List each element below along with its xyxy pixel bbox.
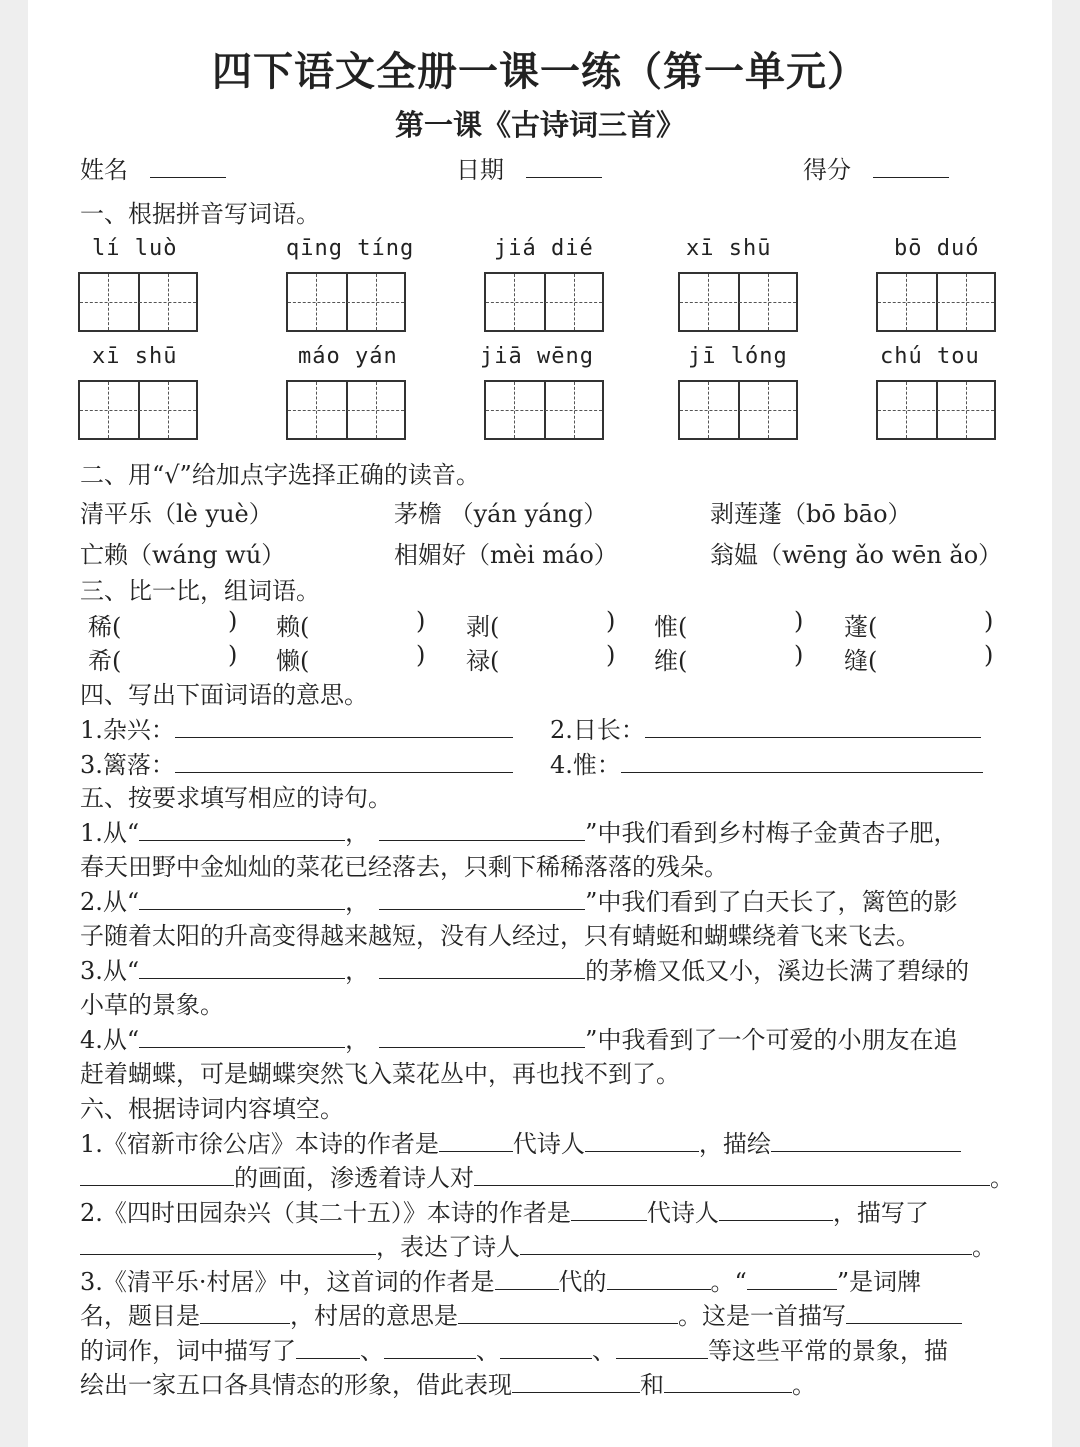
answer-blank[interactable]	[664, 1370, 792, 1393]
period: 。	[792, 1371, 816, 1399]
close-paren: )	[794, 607, 804, 635]
answer-blank[interactable]	[200, 1301, 290, 1324]
question-text: 。“	[710, 1268, 747, 1296]
pinyin-label: máo yán	[298, 344, 398, 369]
compare-char: 维(	[654, 647, 688, 675]
pronunciation-item[interactable]: 相媚好（mèi máo）	[394, 541, 618, 569]
pronunciation-item[interactable]: 亡赖（wáng wú）	[80, 541, 286, 569]
meaning-label: 3.篱落：	[80, 751, 175, 779]
question-text: ”中我看到了一个可爱的小朋友在追	[585, 1026, 958, 1054]
question-text: 。这是一首描写	[678, 1302, 846, 1330]
tianzige-box[interactable]	[876, 272, 996, 332]
separator: 、	[476, 1337, 500, 1365]
pinyin-label: lí luò	[92, 236, 178, 261]
tianzige-box[interactable]	[678, 380, 798, 440]
meaning-item[interactable]	[550, 745, 983, 780]
compare-char: 蓬(	[844, 613, 878, 641]
score-blank[interactable]	[873, 155, 949, 178]
comma: ，	[345, 957, 370, 985]
meaning-item[interactable]	[80, 745, 513, 780]
question-text: 子随着太阳的升高变得越来越短，没有人经过，只有蜻蜓和蝴蝶绕着飞来飞去。	[80, 922, 920, 950]
section-2-heading: 二、用“√”给加点字选择正确的读音。	[80, 461, 480, 489]
question-text: ”中我们看到了白天长了，篱笆的影	[585, 888, 958, 916]
name-field[interactable]	[80, 150, 226, 185]
question-text: ，描绘	[698, 1130, 771, 1158]
comma: ，	[345, 819, 370, 847]
answer-blank[interactable]	[719, 1198, 833, 1221]
fill-line[interactable]	[80, 1296, 962, 1331]
compare-char: 稀(	[88, 613, 122, 641]
question-text: 的画面，渗透着诗人对	[234, 1164, 474, 1192]
close-paren: )	[984, 641, 994, 669]
pinyin-label: chú tou	[880, 344, 980, 369]
pinyin-label: bō duó	[894, 236, 980, 261]
close-paren: )	[984, 607, 994, 635]
compare-char: 懒(	[276, 647, 310, 675]
answer-blank[interactable]	[474, 1163, 990, 1186]
close-paren: )	[606, 641, 616, 669]
meaning-item[interactable]	[550, 710, 981, 745]
answer-blank[interactable]	[621, 750, 983, 773]
question-text: 名，题目是	[80, 1302, 200, 1330]
poem-question-2[interactable]	[80, 882, 957, 917]
period: 。	[972, 1233, 996, 1261]
answer-blank[interactable]	[439, 1129, 513, 1152]
date-blank[interactable]	[526, 155, 602, 178]
answer-blank[interactable]	[607, 1267, 711, 1290]
answer-blank[interactable]	[379, 818, 585, 841]
compare-char: 惟(	[654, 613, 688, 641]
question-text: ”是词牌	[836, 1268, 922, 1296]
answer-blank[interactable]	[139, 887, 345, 910]
compare-char: 缝(	[844, 647, 878, 675]
answer-blank[interactable]	[379, 956, 585, 979]
pronunciation-item[interactable]: 剥莲蓬（bō bāo）	[710, 500, 912, 528]
section-3-heading: 三、比一比，组词语。	[80, 577, 320, 605]
name-blank[interactable]	[150, 155, 226, 178]
poem-question-4[interactable]	[80, 1020, 957, 1055]
comma: ，	[345, 888, 370, 916]
answer-blank[interactable]	[139, 1025, 345, 1048]
meaning-label: 2.日长：	[550, 716, 645, 744]
pinyin-label: xī shū	[92, 344, 178, 369]
fill-line[interactable]	[80, 1193, 929, 1228]
question-text: 代诗人	[646, 1199, 719, 1227]
from-label: 2.从“	[80, 888, 140, 916]
tianzige-box[interactable]	[876, 380, 996, 440]
answer-blank[interactable]	[500, 1336, 592, 1359]
pinyin-label: qīng tíng	[286, 236, 415, 261]
score-field[interactable]	[803, 150, 949, 185]
score-label: 得分	[803, 156, 851, 184]
close-paren: )	[416, 641, 426, 669]
answer-blank[interactable]	[512, 1370, 640, 1393]
question-text: ，村居的意思是	[290, 1302, 458, 1330]
tianzige-box[interactable]	[78, 380, 198, 440]
pinyin-label: xī shū	[686, 236, 772, 261]
answer-blank[interactable]	[296, 1336, 360, 1359]
pronunciation-item[interactable]: 翁媪（wēng ǎo wēn ǎo）	[710, 541, 1003, 569]
answer-blank[interactable]	[747, 1267, 837, 1290]
worksheet-page	[28, 0, 1052, 1447]
close-paren: )	[416, 607, 426, 635]
answer-blank[interactable]	[458, 1301, 678, 1324]
answer-blank[interactable]	[571, 1198, 647, 1221]
question-text: ”中我们看到乡村梅子金黄杏子肥，	[585, 819, 958, 847]
answer-blank[interactable]	[520, 1232, 972, 1255]
close-paren: )	[606, 607, 616, 635]
from-label: 4.从“	[80, 1026, 140, 1054]
question-text: 和	[640, 1371, 664, 1399]
separator: 、	[360, 1337, 384, 1365]
pronunciation-item[interactable]: 清平乐（lè yuè）	[80, 500, 273, 528]
answer-blank[interactable]	[495, 1267, 559, 1290]
question-text: 绘出一家五口各具情态的形象，借此表现	[80, 1371, 512, 1399]
compare-char: 希(	[88, 647, 122, 675]
meaning-label: 1.杂兴：	[80, 716, 175, 744]
answer-blank[interactable]	[616, 1336, 708, 1359]
poem-question-1[interactable]	[80, 813, 957, 848]
answer-blank[interactable]	[139, 818, 345, 841]
close-paren: )	[228, 641, 238, 669]
fill-line[interactable]	[80, 1331, 948, 1366]
date-field[interactable]	[456, 150, 602, 185]
compare-char: 禄(	[466, 647, 500, 675]
answer-blank[interactable]	[771, 1129, 961, 1152]
section-4-heading: 四、写出下面词语的意思。	[80, 681, 368, 709]
answer-blank[interactable]	[175, 750, 513, 773]
answer-blank[interactable]	[384, 1336, 476, 1359]
compare-char: 赖(	[276, 613, 310, 641]
fill-line[interactable]	[80, 1227, 996, 1262]
meaning-item[interactable]	[80, 710, 513, 745]
fill-line[interactable]	[80, 1262, 921, 1297]
section-5-heading: 五、按要求填写相应的诗句。	[80, 784, 392, 812]
poem-question-3[interactable]	[80, 951, 969, 986]
pronunciation-item[interactable]: 茅檐 （yán yáng）	[394, 500, 608, 528]
pinyin-label: jiá dié	[494, 236, 594, 261]
pinyin-label: jī lóng	[688, 344, 788, 369]
question-text: 赶着蝴蝶，可是蝴蝶突然飞入菜花丛中，再也找不到了。	[80, 1060, 680, 1088]
answer-blank[interactable]	[139, 956, 345, 979]
close-paren: )	[794, 641, 804, 669]
fill-line[interactable]	[80, 1158, 1014, 1193]
answer-blank[interactable]	[175, 715, 513, 738]
tianzige-box[interactable]	[484, 380, 604, 440]
question-text: 小草的景象。	[80, 991, 224, 1019]
question-text: 春天田野中金灿灿的菜花已经落去，只剩下稀稀落落的残朵。	[80, 853, 728, 881]
answer-blank[interactable]	[846, 1301, 962, 1324]
question-text: 3.《清平乐·村居》中，这首词的作者是	[80, 1268, 495, 1296]
answer-blank[interactable]	[585, 1129, 699, 1152]
question-text: 1.《宿新市徐公店》本诗的作者是	[80, 1130, 439, 1158]
close-paren: )	[228, 607, 238, 635]
question-text: 的词作，词中描写了	[80, 1337, 296, 1365]
tianzige-box[interactable]	[678, 272, 798, 332]
lesson-title: 第一课《古诗词三首》	[394, 108, 685, 142]
answer-blank[interactable]	[379, 1025, 585, 1048]
answer-blank[interactable]	[645, 715, 981, 738]
section-1-heading: 一、根据拼音写词语。	[80, 200, 320, 228]
question-text: ，表达了诗人	[376, 1233, 520, 1261]
question-text: 2.《四时田园杂兴（其二十五）》本诗的作者是	[80, 1199, 571, 1227]
section-6-heading: 六、根据诗词内容填空。	[80, 1095, 344, 1123]
question-text: 等这些平常的景象，描	[708, 1337, 948, 1365]
fill-line[interactable]	[80, 1124, 961, 1159]
meaning-label: 4.惟：	[550, 751, 621, 779]
tianzige-box[interactable]	[286, 272, 406, 332]
answer-blank[interactable]	[80, 1232, 376, 1255]
tianzige-box[interactable]	[484, 272, 604, 332]
question-text: ，描写了	[832, 1199, 929, 1227]
name-label: 姓名	[80, 156, 128, 184]
separator: 、	[592, 1337, 616, 1365]
fill-line[interactable]	[80, 1365, 816, 1400]
answer-blank[interactable]	[379, 887, 585, 910]
pinyin-label: jiā wēng	[480, 344, 594, 369]
comma: ，	[345, 1026, 370, 1054]
date-label: 日期	[456, 156, 504, 184]
tianzige-box[interactable]	[286, 380, 406, 440]
tianzige-box[interactable]	[78, 272, 198, 332]
question-text: 的茅檐又低又小，溪边长满了碧绿的	[585, 957, 970, 985]
answer-blank[interactable]	[80, 1163, 234, 1186]
page-title: 四下语文全册一课一练（第一单元）	[212, 48, 868, 95]
from-label: 3.从“	[80, 957, 140, 985]
compare-char: 剥(	[466, 613, 500, 641]
period: 。	[990, 1164, 1014, 1192]
question-text: 代诗人	[512, 1130, 585, 1158]
from-label: 1.从“	[80, 819, 140, 847]
question-text: 代的	[558, 1268, 607, 1296]
